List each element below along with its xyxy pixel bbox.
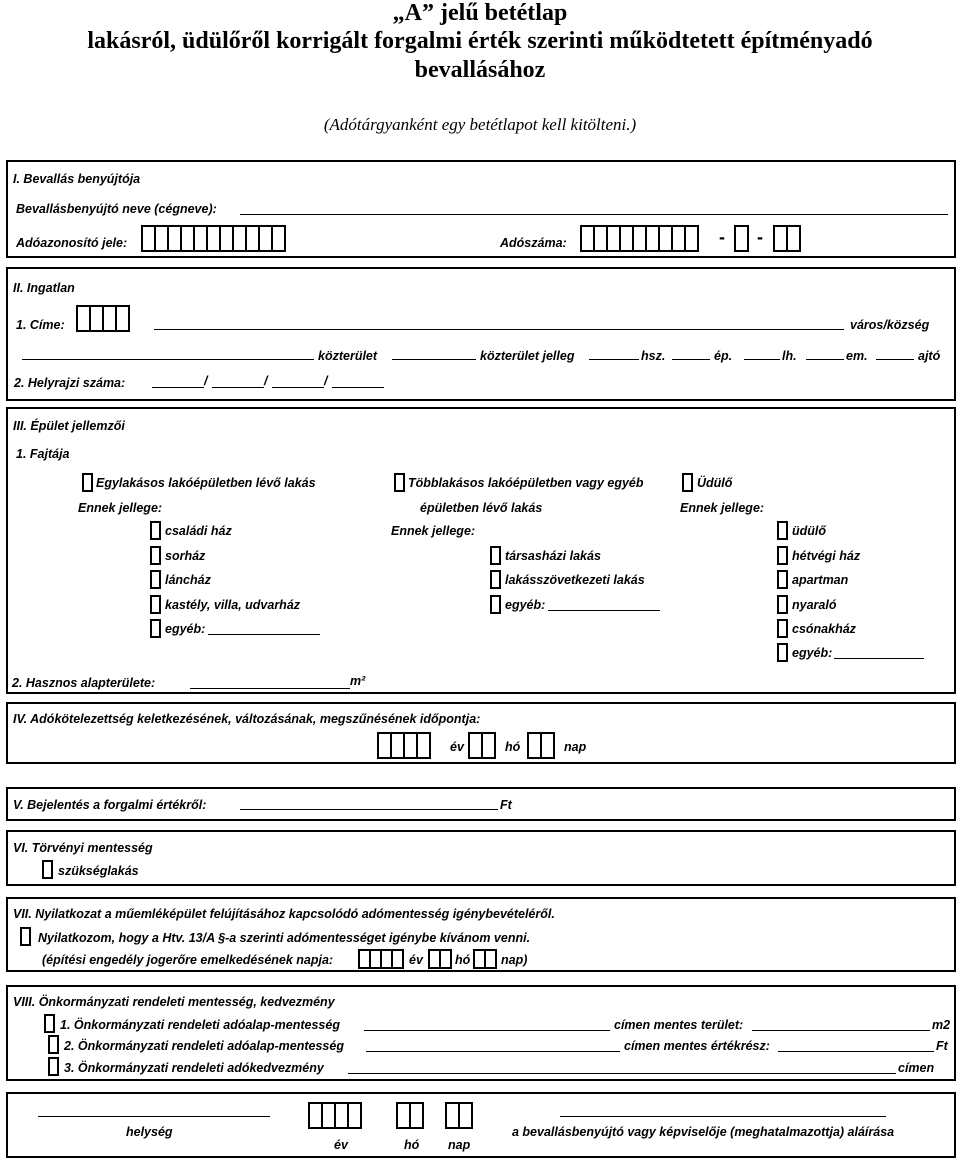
staircase-field[interactable] bbox=[744, 359, 780, 360]
local-exemption-1-field[interactable] bbox=[364, 1030, 610, 1031]
exempt-value-unit: Ft bbox=[936, 1039, 948, 1053]
local-tax-reduction-field[interactable] bbox=[348, 1073, 896, 1074]
form-subtitle-end: bevallásához bbox=[414, 57, 546, 83]
street-type-field[interactable] bbox=[392, 359, 476, 360]
sign-month-label: hó bbox=[404, 1138, 420, 1152]
checkbox-holiday-home[interactable] bbox=[682, 473, 693, 492]
other-label: egyéb: bbox=[792, 646, 833, 660]
market-value-unit: Ft bbox=[500, 798, 512, 812]
section-title: II. Ingatlan bbox=[13, 281, 75, 295]
local-exemption-2-label: 2. Önkormányzati rendeleti adóalap-mentesség bbox=[64, 1039, 344, 1053]
sign-year-label: év bbox=[334, 1138, 348, 1152]
market-value-label: V. Bejelentés a forgalmi értékről: bbox=[13, 798, 207, 812]
form-title: „A” jelű betétlap bbox=[392, 0, 568, 26]
sign-month-boxes[interactable] bbox=[396, 1102, 424, 1129]
other-field-2[interactable] bbox=[548, 610, 660, 611]
sign-day-label: nap bbox=[448, 1138, 471, 1152]
section-title: VIII. Önkormányzati rendeleti mentesség, kedvezmény bbox=[13, 995, 335, 1009]
local-tax-reduction-label: 3. Önkormányzati rendeleti adókedvezmény bbox=[64, 1061, 324, 1075]
type-label: 1. Fajtája bbox=[16, 447, 70, 461]
other-label: egyéb: bbox=[505, 598, 546, 612]
permit-day-boxes[interactable] bbox=[473, 949, 497, 969]
section-title: IV. Adókötelezettség keletkezésének, változásának, megszűnésének időpontja: bbox=[13, 712, 481, 726]
summer-house-label: nyaraló bbox=[792, 598, 837, 612]
lot-slash: / bbox=[204, 374, 208, 388]
local-exemption-2-mid: címen mentes értékrész: bbox=[624, 1039, 770, 1053]
weekend-house-label: hétvégi ház bbox=[792, 549, 861, 563]
floor-area-unit: m² bbox=[350, 674, 366, 688]
checkbox-multi-dwelling[interactable] bbox=[394, 473, 405, 492]
checkbox-single-dwelling[interactable] bbox=[82, 473, 93, 492]
city-label: város/község bbox=[850, 318, 930, 332]
checkbox-monument-exemption[interactable] bbox=[20, 927, 31, 946]
checkbox-apartment[interactable] bbox=[777, 570, 788, 589]
tax-id-label: Adóazonosító jele: bbox=[16, 236, 128, 250]
market-value-field[interactable] bbox=[240, 809, 498, 810]
city-field[interactable] bbox=[154, 329, 844, 330]
section-local-exemption bbox=[6, 985, 956, 1081]
lot-number-field-3[interactable] bbox=[272, 387, 324, 388]
building-field[interactable] bbox=[672, 359, 710, 360]
checkbox-local-base-exemption-1[interactable] bbox=[44, 1014, 55, 1033]
section-title: I. Bevallás benyújtója bbox=[13, 172, 141, 186]
section-building bbox=[6, 407, 956, 694]
sign-year-boxes[interactable] bbox=[308, 1102, 362, 1129]
section-filer bbox=[6, 160, 956, 258]
checkbox-weekend-house[interactable] bbox=[777, 546, 788, 565]
local-tax-reduction-end: címen bbox=[898, 1061, 935, 1075]
form-subtitle: lakásról, üdülőről korrigált forgalmi érték szerinti működtetett építményadó bbox=[87, 28, 873, 54]
section-title: III. Épület jellemzői bbox=[13, 419, 125, 433]
single-dwelling-sub: Ennek jellege: bbox=[78, 501, 163, 515]
checkbox-chain-house[interactable] bbox=[150, 570, 161, 589]
checkbox-condominium[interactable] bbox=[490, 546, 501, 565]
lot-number-field-4[interactable] bbox=[332, 387, 384, 388]
section-title: VI. Törvényi mentesség bbox=[13, 841, 153, 855]
permit-date-label: (építési engedély jogerőre emelkedésének napja: bbox=[42, 953, 334, 967]
tax-number-county-boxes[interactable] bbox=[773, 225, 801, 252]
permit-year-boxes[interactable] bbox=[358, 949, 404, 969]
checkbox-other-1[interactable] bbox=[150, 619, 161, 638]
section-monument-declaration bbox=[6, 897, 956, 972]
permit-year-label: év bbox=[409, 953, 423, 967]
multi-dwelling-label: Többlakásos lakóépületben vagy egyéb bbox=[408, 476, 644, 490]
month-boxes[interactable] bbox=[468, 732, 496, 759]
checkbox-other-2[interactable] bbox=[490, 595, 501, 614]
checkbox-resort[interactable] bbox=[777, 521, 788, 540]
single-dwelling-label: Egylakásos lakóépületben lévő lakás bbox=[96, 476, 316, 490]
section-statutory-exemption bbox=[6, 830, 956, 886]
day-label: nap bbox=[564, 740, 587, 754]
lot-number-field-2[interactable] bbox=[212, 387, 264, 388]
tax-number-boxes[interactable] bbox=[580, 225, 699, 252]
lot-number-label: 2. Helyrajzi száma: bbox=[14, 376, 126, 390]
sign-day-boxes[interactable] bbox=[445, 1102, 473, 1129]
filer-name-field[interactable] bbox=[240, 214, 948, 215]
exempt-area-unit: m2 bbox=[932, 1018, 951, 1032]
house-number-label: hsz. bbox=[641, 349, 666, 363]
dash: - bbox=[719, 227, 725, 247]
year-label: év bbox=[450, 740, 464, 754]
permit-month-label: hó bbox=[455, 953, 471, 967]
house-number-field[interactable] bbox=[589, 359, 639, 360]
checkbox-villa[interactable] bbox=[150, 595, 161, 614]
staircase-label: lh. bbox=[782, 349, 797, 363]
year-boxes[interactable] bbox=[377, 732, 431, 759]
lot-number-field-1[interactable] bbox=[152, 387, 204, 388]
filer-name-label: Bevallásbenyújtó neve (cégneve): bbox=[16, 202, 217, 216]
checkbox-family-house[interactable] bbox=[150, 521, 161, 540]
checkbox-need-dwelling[interactable] bbox=[42, 860, 53, 879]
checkbox-other-3[interactable] bbox=[777, 643, 788, 662]
floor-area-label: 2. Hasznos alapterülete: bbox=[12, 676, 156, 690]
floor-area-field[interactable] bbox=[190, 688, 350, 689]
section-liability-date bbox=[6, 702, 956, 764]
checkbox-summer-house[interactable] bbox=[777, 595, 788, 614]
multi-dwelling-sub: Ennek jellege: bbox=[391, 524, 476, 538]
address-label: 1. Címe: bbox=[16, 318, 65, 332]
holiday-home-sub: Ennek jellege: bbox=[680, 501, 765, 515]
lot-slash: / bbox=[324, 374, 328, 388]
door-field[interactable] bbox=[876, 359, 914, 360]
holiday-home-label: Üdülő bbox=[697, 476, 733, 490]
other-label: egyéb: bbox=[165, 622, 206, 636]
section-property bbox=[6, 267, 956, 401]
housing-coop-label: lakásszövetkezeti lakás bbox=[505, 573, 645, 587]
tax-id-boxes[interactable] bbox=[141, 225, 286, 252]
signature-field[interactable] bbox=[560, 1116, 886, 1117]
need-dwelling-label: szükséglakás bbox=[58, 864, 139, 878]
checkbox-housing-coop[interactable] bbox=[490, 570, 501, 589]
family-house-label: családi ház bbox=[165, 524, 232, 538]
floor-field[interactable] bbox=[806, 359, 844, 360]
exempt-area-field[interactable] bbox=[752, 1030, 930, 1031]
checkbox-boathouse[interactable] bbox=[777, 619, 788, 638]
street-label: közterület bbox=[318, 349, 378, 363]
apartment-label: apartman bbox=[792, 573, 849, 587]
day-boxes[interactable] bbox=[527, 732, 555, 759]
checkbox-local-tax-reduction[interactable] bbox=[48, 1057, 59, 1076]
other-field-1[interactable] bbox=[208, 634, 320, 635]
zip-boxes[interactable] bbox=[76, 305, 130, 332]
tax-number-vat-box[interactable] bbox=[734, 225, 749, 252]
monument-statement: Nyilatkozom, hogy a Htv. 13/A §-a szerinti adómentességet igénybe kívánom venni. bbox=[38, 931, 531, 945]
permit-month-boxes[interactable] bbox=[428, 949, 452, 969]
floor-label: em. bbox=[846, 349, 868, 363]
multi-dwelling-label-2: épületben lévő lakás bbox=[420, 501, 543, 515]
local-exemption-2-field[interactable] bbox=[366, 1051, 620, 1052]
chain-house-label: láncház bbox=[165, 573, 211, 587]
exempt-value-field[interactable] bbox=[778, 1051, 934, 1052]
section-signature bbox=[6, 1092, 956, 1158]
checkbox-row-house[interactable] bbox=[150, 546, 161, 565]
place-label: helység bbox=[126, 1125, 173, 1139]
tax-number-label: Adószáma: bbox=[500, 236, 567, 250]
other-field-3[interactable] bbox=[834, 658, 924, 659]
street-field[interactable] bbox=[22, 359, 314, 360]
boathouse-label: csónakház bbox=[792, 622, 856, 636]
dash: - bbox=[757, 227, 763, 247]
section-title: VII. Nyilatkozat a műemléképület felújításához kapcsolódó adómentesség igénybevételéről. bbox=[13, 907, 555, 921]
local-exemption-1-label: 1. Önkormányzati rendeleti adóalap-mentesség bbox=[60, 1018, 340, 1032]
row-house-label: sorház bbox=[165, 549, 206, 563]
door-label: ajtó bbox=[918, 349, 941, 363]
resort-label: üdülő bbox=[792, 524, 827, 538]
lot-slash: / bbox=[264, 374, 268, 388]
form-note: (Adótárgyanként egy betétlapot kell kitölteni.) bbox=[323, 115, 637, 134]
permit-day-label: nap) bbox=[501, 953, 528, 967]
checkbox-local-base-exemption-2[interactable] bbox=[48, 1035, 59, 1054]
building-label: ép. bbox=[714, 349, 733, 363]
villa-label: kastély, villa, udvarház bbox=[165, 598, 301, 612]
local-exemption-1-mid: címen mentes terület: bbox=[614, 1018, 744, 1032]
place-field[interactable] bbox=[38, 1116, 270, 1117]
month-label: hó bbox=[505, 740, 521, 754]
signature-label: a bevallásbenyújtó vagy képviselője (meghatalmazottja) aláírása bbox=[512, 1125, 895, 1139]
section-market-value bbox=[6, 787, 956, 821]
street-type-label: közterület jelleg bbox=[480, 349, 575, 363]
condominium-label: társasházi lakás bbox=[505, 549, 601, 563]
